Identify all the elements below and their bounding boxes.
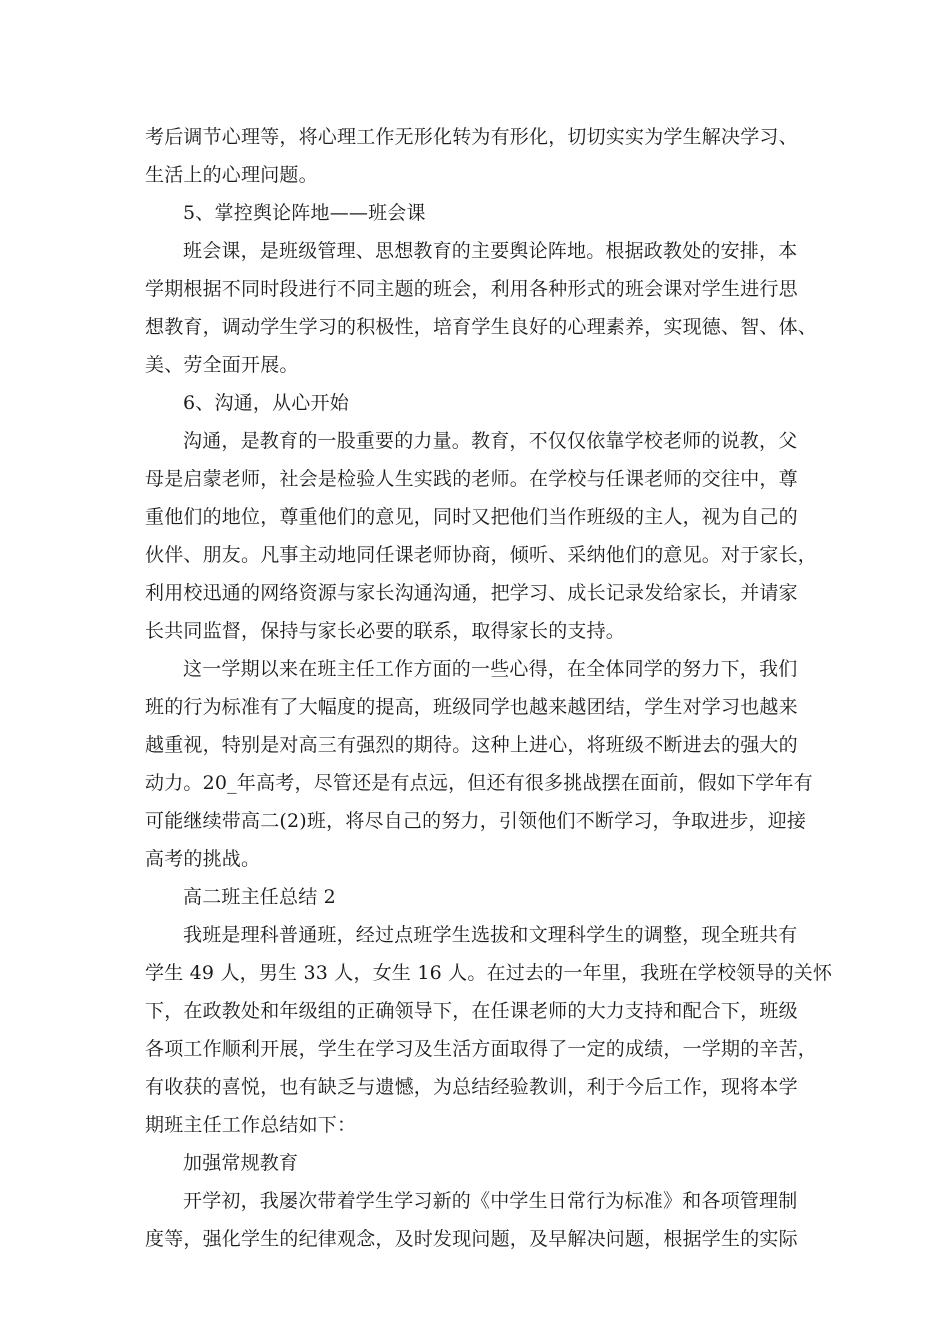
text-line: 开学初，我屡次带着学生学习新的《中学生日常行为标准》和各项管理制 xyxy=(183,1190,798,1212)
text-line: 度等，强化学生的纪律观念，及时发现问题，及早解决问题，根据学生的实际 xyxy=(145,1228,798,1250)
text-line: 想教育，调动学生学习的积极性，培育学生良好的心理素养，实现德、智、体、 xyxy=(145,316,818,338)
text-line: 考后调节心理等，将心理工作无形化转为有形化，切切实实为学生解决学习、 xyxy=(145,126,798,148)
text-line: 母是启蒙老师，社会是检验人生实践的老师。在学校与任课老师的交往中，尊 xyxy=(145,468,798,490)
text-line: 利用校迅通的网络资源与家长沟通沟通，把学习、成长记录发给家长，并请家 xyxy=(145,582,798,604)
text-line: 越重视，特别是对高三有强烈的期待。这种上进心，将班级不断进去的强大的 xyxy=(145,734,798,756)
section-heading: 高二班主任总结 2 xyxy=(183,886,336,908)
text-line: 有收获的喜悦，也有缺乏与遗憾，为总结经验教训，利于今后工作，现将本学 xyxy=(145,1076,798,1098)
text-line: 班的行为标准有了大幅度的提高，班级同学也越来越团结，学生对学习也越来 xyxy=(145,696,798,718)
text-line: 我班是理科普通班，经过点班学生选拔和文理科学生的调整，现全班共有 xyxy=(183,924,798,946)
text-line: 沟通，是教育的一股重要的力量。教育，不仅仅依靠学校老师的说教，父 xyxy=(183,430,798,452)
text-line: 重他们的地位，尊重他们的意见，同时又把他们当作班级的主人，视为自己的 xyxy=(145,506,798,528)
text-line: 学期根据不同时段进行不同主题的班会，利用各种形式的班会课对学生进行思 xyxy=(145,278,798,300)
text-line: 各项工作顺利开展，学生在学习及生活方面取得了一定的成绩，一学期的辛苦， xyxy=(145,1038,818,1060)
text-line: 长共同监督，保持与家长必要的联系，取得家长的支持。 xyxy=(145,620,626,642)
text-line: 班会课，是班级管理、思想教育的主要舆论阵地。根据政教处的安排，本 xyxy=(183,240,798,262)
text-line: 学生 49 人，男生 33 人，女生 16 人。在过去的一年里，我班在学校领导的关怀 xyxy=(145,962,833,984)
text-line: 伙伴、朋友。凡事主动地同任课老师协商，倾听、采纳他们的意见。对于家长， xyxy=(145,544,818,566)
text-line: 美、劳全面开展。 xyxy=(145,354,299,376)
text-line: 生活上的心理问题。 xyxy=(145,164,318,186)
text-line: 期班主任工作总结如下： xyxy=(145,1114,357,1136)
text-line: 可能继续带高二(2)班，将尽自己的努力，引领他们不断学习，争取进步，迎接 xyxy=(145,810,807,832)
text-line: 下，在政教处和年级组的正确领导下，在任课老师的大力支持和配合下，班级 xyxy=(145,1000,798,1022)
text-line: 这一学期以来在班主任工作方面的一些心得，在全体同学的努力下，我们 xyxy=(183,658,798,680)
section-heading: 加强常规教育 xyxy=(183,1152,299,1174)
section-heading: 6、沟通，从心开始 xyxy=(183,392,349,414)
text-line: 高考的挑战。 xyxy=(145,848,261,870)
section-heading: 5、掌控舆论阵地——班会课 xyxy=(183,202,426,224)
text-line: 动力。20_年高考，尽管还是有点远，但还有很多挑战摆在面前，假如下学年有 xyxy=(145,772,813,794)
